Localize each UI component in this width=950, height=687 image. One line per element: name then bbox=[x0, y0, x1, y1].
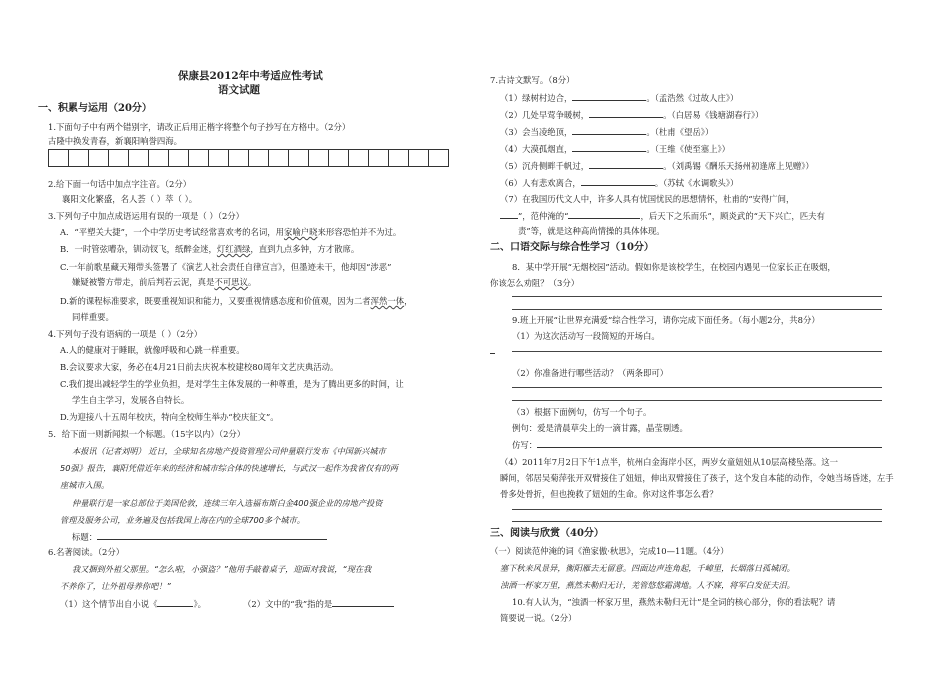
q3-b-idiom: 灯红酒绿 bbox=[216, 244, 251, 254]
grid-cell[interactable] bbox=[289, 150, 309, 166]
q3-c-text-post: 。 bbox=[247, 277, 257, 287]
q9-prompt: 9.班上开展“让世界充满爱”综合性学习，请你完成下面任务。（每小题2分，共8分） bbox=[512, 315, 820, 325]
q5-title-label: 标题： bbox=[72, 530, 327, 543]
exam-subtitle: 语文试题 bbox=[218, 84, 260, 96]
grid-cell[interactable] bbox=[389, 150, 409, 166]
grid-cell[interactable] bbox=[129, 150, 149, 166]
q9-4-line1: （4）2011年7月2日下午1点半，杭州白金海岸小区，两岁女童妞妞从10层高楼坠落。这一 bbox=[500, 457, 839, 467]
q9-2-answer-line-1[interactable] bbox=[512, 387, 882, 388]
q7-line7a: （7）在我国历代文人中，许多人具有忧国忧民的思想情怀，杜甫的“安得广间， bbox=[500, 194, 795, 204]
q4-prompt: 4.下列句子没有语病的一项是（ ）（2分） bbox=[48, 329, 203, 339]
q7-blank-8[interactable] bbox=[568, 209, 640, 219]
q7-line7b: ”，范仲淹的“ ，后天下之乐而乐”，顾炎武的“天下兴亡，匹夫有 bbox=[500, 209, 825, 222]
q4-option-a: A.人的健康对于睡眠，就像呼吸和心跳一样重要。 bbox=[60, 345, 245, 355]
q6-novel-blank[interactable] bbox=[157, 597, 193, 607]
grid-cell[interactable] bbox=[229, 150, 249, 166]
q6-narrator-blank[interactable] bbox=[332, 597, 394, 607]
exam-title: 保康县2012年中考适应性考试 bbox=[178, 70, 323, 82]
margin-dash bbox=[490, 353, 495, 354]
q9-3-prompt: （3）根据下面例句，仿写一个句子。 bbox=[512, 407, 652, 417]
q8-prompt-line2: 你该怎么劝阻？（3分） bbox=[490, 278, 580, 288]
q3-prompt: 3.下列句子中加点成语运用有误的一项是（ ）（2分） bbox=[48, 211, 245, 221]
grid-cell[interactable] bbox=[249, 150, 269, 166]
answer-grid[interactable] bbox=[48, 149, 449, 167]
q3-a-text-pre: A．“平塑关大捷”，一个中学历史考试经常喜欢考的名词，用 bbox=[60, 227, 284, 237]
grid-cell[interactable] bbox=[429, 150, 448, 166]
grid-cell[interactable] bbox=[349, 150, 369, 166]
q7-blank-4[interactable] bbox=[572, 142, 646, 152]
grid-cell[interactable] bbox=[329, 150, 349, 166]
q5-title-blank[interactable] bbox=[97, 530, 327, 540]
q7-line6: （6）人有悲欢离合， 。（苏轼《水调歌头》） bbox=[500, 178, 739, 188]
q6-prompt: 6.名著阅读。（2分） bbox=[48, 547, 125, 557]
q3-option-c-line1: C.一年前歌星藏天翔带头签署了《演艺人社会责任自律宣言》，但墨迹未干，他却因“涉恶” bbox=[60, 262, 392, 272]
q3-d-text-post: ， bbox=[404, 296, 413, 306]
news-line-2: 50强》报告，襄阳凭借近年来的经济和城市综合体的快速增长，与武汉一起作为我省仅有的两 bbox=[60, 463, 398, 473]
q7-line4: （4）大漠孤烟直， 。（王维《使至塞上》） bbox=[500, 144, 731, 154]
q9-1-prompt: （1）为这次活动写一段简短的开场白。 bbox=[512, 331, 660, 341]
q10-prompt-line1: 10.有人认为，“浊酒一杯家万里，燕然未勒归无计”是全词的核心部分，你的看法呢？请 bbox=[512, 597, 836, 607]
q9-3-imitate: 仿写： bbox=[512, 438, 882, 451]
q3-option-d-line2: 同样重要。 bbox=[72, 312, 114, 322]
q7-blank-7[interactable] bbox=[500, 209, 518, 219]
q7-line1: （1）绿树村边合， 。（孟浩然《过故人庄》） bbox=[500, 93, 739, 103]
q9-4-line3: 骨多处骨折，但也挽救了妞妞的生命。你对这件事怎么看？ bbox=[500, 489, 718, 499]
q9-3-imitate-blank[interactable] bbox=[537, 438, 882, 448]
q4-option-c-line1: C.我们提出减轻学生的学业负担，是对学生主体发展的一种尊重，是为了腾出更多的时间，让 bbox=[60, 379, 404, 389]
q3-option-b bbox=[60, 243, 359, 255]
q7-line2: （2）几处早莺争暖树， 。（白居易《钱塘湖春行》） bbox=[500, 110, 764, 120]
poem-line-1: 塞下秋来风景异，衡阳雁去无留意。四面边声连角起，千嶂里，长烟落日孤城闭。 bbox=[500, 563, 795, 573]
q9-2-prompt: （2）你准备进行哪些活动？（两条即可） bbox=[512, 368, 669, 378]
q3-b-text-pre: B．一时管弦嘈杂，钏动钗飞，纸醉金迷， bbox=[60, 244, 217, 254]
q6-passage-line2: 不养你了，让外祖母养你吧！” bbox=[60, 581, 171, 591]
q8-answer-line-1[interactable] bbox=[512, 296, 882, 297]
q9-1-answer-line[interactable] bbox=[512, 351, 882, 352]
q9-4-line2: 瞬间，邻居吴菊萍张开双臂接住了妞妞，伸出双臂接住了孩子，这个发自本能的动作，令她当场昏迷，左手 bbox=[500, 473, 894, 483]
q7-prompt: 7.古诗文默写。（8分） bbox=[490, 75, 575, 85]
q9-3-example: 例句：爱是清晨草尖上的一滴甘露，晶莹剔透。 bbox=[512, 423, 688, 433]
q3-a-idiom: 家喻户晓 bbox=[283, 227, 318, 237]
q7-blank-2[interactable] bbox=[589, 108, 663, 118]
grid-cell[interactable] bbox=[209, 150, 229, 166]
grid-cell[interactable] bbox=[149, 150, 169, 166]
q4-option-b: B.会议要求大家，务必在4月21日前去庆祝本校建校80周年文艺庆典活动。 bbox=[60, 362, 339, 372]
grid-cell[interactable] bbox=[49, 150, 69, 166]
q7-line3: （3）会当凌绝顶， 。（杜甫《望岳》） bbox=[500, 127, 714, 137]
q10-prompt-line2: 简要说一说。（2分） bbox=[500, 613, 577, 623]
poem-line-2: 浊酒一杯家万里，燕然未勒归无计，羌管悠悠霜满地。人不寐，将军白发征夫泪。 bbox=[500, 580, 795, 590]
grid-cell[interactable] bbox=[169, 150, 189, 166]
q7-blank-3[interactable] bbox=[572, 125, 646, 135]
q8-prompt-line1: 8．某中学开展“无烟校园”活动。假如你是该校学生，在校园内遇见一位家长正在吸烟， bbox=[512, 262, 836, 272]
news-line-1: 本报讯（记者刘明） 近日，全球知名房地产投资管理公司仲量联行发布《中国新兴城市 bbox=[72, 446, 386, 456]
grid-cell[interactable] bbox=[69, 150, 89, 166]
q4-option-d: D.为迎接八十五周年校庆，特向全校师生举办“校庆征文”。 bbox=[60, 412, 279, 422]
q5-prompt: 5．给下面一则新闻拟一个标题。（15字以内）（2分） bbox=[48, 429, 246, 439]
q8-answer-line-2[interactable] bbox=[512, 309, 882, 310]
q3-option-d-line1 bbox=[60, 295, 412, 307]
section-3-heading: 三、阅读与欣赏（40分） bbox=[490, 528, 604, 539]
grid-cell[interactable] bbox=[89, 150, 109, 166]
q3-c-text-pre: 嫌疑被警方带走，前后判若云泥，真是 bbox=[72, 277, 215, 287]
grid-cell[interactable] bbox=[409, 150, 429, 166]
q3-c-idiom: 不可思议 bbox=[214, 277, 248, 287]
news-line-4: 仲量联行是一家总部位于美国伦敦，连续三年入选福布斯白金400强企业的房地产投资 bbox=[72, 498, 383, 508]
grid-cell[interactable] bbox=[309, 150, 329, 166]
q3-option-c-line2 bbox=[72, 276, 256, 288]
section-1-heading: 一、积累与运用（20分） bbox=[38, 103, 152, 114]
q3-d-text-pre: D.新的课程标准要求，既要重视知识和能力，又要重视情感态度和价值观，因为二者 bbox=[60, 296, 371, 306]
q7-blank-1[interactable] bbox=[572, 91, 646, 101]
q1-prompt: 1.下面句子中有两个错别字，请改正后用正楷字将整个句子抄写在方格中。（2分） bbox=[48, 122, 351, 132]
news-line-3: 座城市入围。 bbox=[60, 480, 110, 490]
grid-cell[interactable] bbox=[369, 150, 389, 166]
q2-prompt: 2.给下面一句话中加点字注音。（2分） bbox=[48, 179, 192, 189]
grid-cell[interactable] bbox=[109, 150, 129, 166]
reading-intro: （一）阅读范仲淹的词《渔家傲·秋思》，完成10—11题。（4分） bbox=[490, 546, 729, 556]
q9-2-answer-line-2[interactable] bbox=[512, 400, 882, 401]
section-2-heading: 二、口语交际与综合性学习（10分） bbox=[490, 242, 654, 253]
grid-cell[interactable] bbox=[189, 150, 209, 166]
q6-passage-line1: 我又捆到外祖父那里。“怎么啦，小强盗？”他用手敲着桌子，迎面对我说，“现在我 bbox=[72, 564, 372, 574]
grid-cell[interactable] bbox=[269, 150, 289, 166]
q3-option-a bbox=[60, 226, 401, 238]
q6-sub2: （2）文中的“我”指的是 bbox=[243, 597, 394, 610]
q3-d-idiom: 浑然一体 bbox=[370, 296, 405, 306]
q4-option-c-line2: 学生自主学习，发展各自特长。 bbox=[72, 395, 190, 405]
q3-b-text-post: ，直到九点多钟，方才散席。 bbox=[250, 244, 360, 254]
q7-blank-5[interactable] bbox=[589, 159, 663, 169]
news-line-5: 管理及服务公司，业务遍及包括我国上海在内的全球700多个城市。 bbox=[60, 515, 305, 525]
q7-blank-6[interactable] bbox=[581, 176, 655, 186]
q6-sub1: （1）这个情节出自小说《 》。 bbox=[60, 599, 207, 609]
q3-a-text-post: 来形容恐怕并不为过。 bbox=[317, 227, 402, 237]
q7-line5: （5）沉舟侧畔千帆过， 。（刘禹锡《酬乐天扬州初逢席上见赠》） bbox=[500, 161, 814, 171]
q1-sentence: 古隆中换发青春，新襄阳响誉四海。 bbox=[48, 136, 182, 146]
q2-sentence: 襄阳文化繁盛，名人荟（ ）萃（ ）。 bbox=[62, 194, 198, 204]
q9-4-answer-line-2[interactable] bbox=[512, 521, 882, 522]
q7-line7c: 责”等，就是这种高尚情操的具体体现。 bbox=[518, 226, 665, 236]
q9-4-answer-line-1[interactable] bbox=[512, 509, 882, 510]
